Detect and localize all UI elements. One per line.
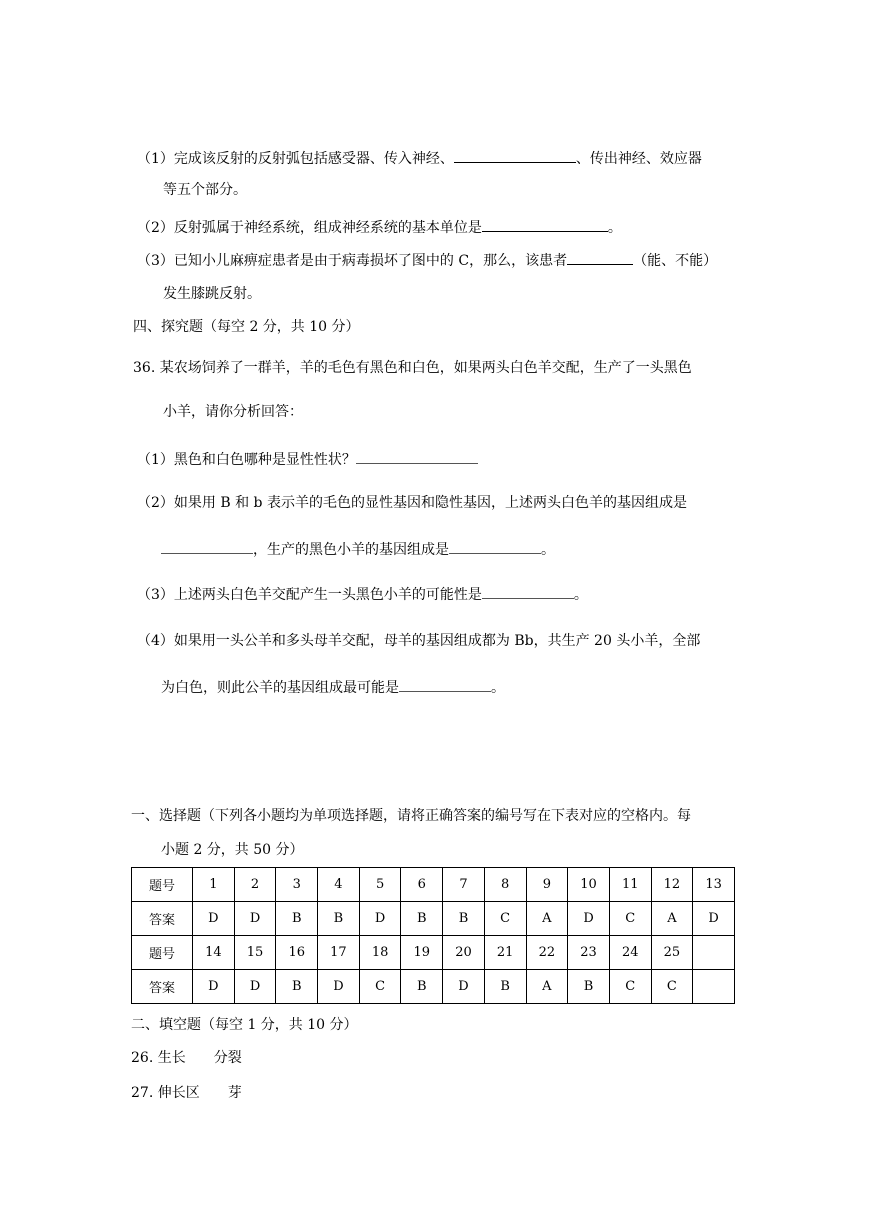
question-number-cell: 5: [359, 868, 401, 902]
question-number-cell: 11: [609, 868, 651, 902]
q36-sub3-text-b: 。: [573, 587, 588, 603]
answer-cell: C: [651, 970, 693, 1004]
question-number-cell: 18: [359, 936, 401, 970]
question-number-cell: 19: [401, 936, 443, 970]
q35-part2-blank[interactable]: [482, 215, 608, 232]
answer-cell: [693, 970, 735, 1004]
answer-cell: D: [443, 970, 485, 1004]
q35-part1-text-a: （1）完成该反射的反射弧包括感受器、传入神经、: [137, 151, 454, 167]
answer-cell: D: [693, 902, 735, 936]
answer-cell: C: [609, 902, 651, 936]
q35-part1-line: [137, 146, 702, 169]
question-number-cell: 17: [318, 936, 360, 970]
answer-cell: B: [276, 970, 318, 1004]
q36-sub3-line: [137, 584, 588, 605]
question-number-cell: 22: [526, 936, 568, 970]
answer-cell: B: [568, 970, 610, 1004]
q35-part1-continuation: 等五个部分。: [163, 182, 247, 198]
answer-cell: A: [651, 902, 693, 936]
question-number-cell: 4: [318, 868, 360, 902]
q36-sub3-text-a: （3）上述两头白色羊交配产生一头黑色小羊的可能性是: [137, 587, 482, 603]
q35-part3-blank[interactable]: [567, 248, 633, 265]
q36-sub2-continuation: [161, 539, 555, 560]
question-number-cell: 10: [568, 868, 610, 902]
row-label-number: 题号: [132, 868, 193, 902]
q36-sub1-text: （1）黑色和白色哪种是显性性状？: [137, 452, 356, 468]
question-number-cell: [693, 936, 735, 970]
question-number-cell: 9: [526, 868, 568, 902]
q36-sub1-blank[interactable]: [356, 449, 478, 464]
question-number-cell: 2: [234, 868, 276, 902]
answer-section1-title-line1: 一、选择题（下列各小题均为单项选择题，请将正确答案的编号写在下表对应的空格内。每: [131, 808, 691, 824]
answer-cell: D: [318, 970, 360, 1004]
question-number-cell: 3: [276, 868, 318, 902]
q36-sub2-text-b: ，生产的黑色小羊的基因组成是: [253, 542, 449, 558]
answer-cell: A: [526, 970, 568, 1004]
answer-cell: A: [526, 902, 568, 936]
answer-table: [131, 867, 735, 1004]
row-label-number: 题号: [132, 936, 193, 970]
section4-title: 四、探究题（每空 2 分，共 10 分）: [133, 319, 360, 335]
q35-part2-text-b: 。: [607, 220, 622, 236]
answer-table-row-numbers-1: [132, 868, 735, 902]
q36-sub4-line: （4）如果用一头公羊和多头母羊交配，母羊的基因组成都为 Bb，共生产 20 头小羊，全部: [137, 633, 701, 649]
answer-cell: C: [609, 970, 651, 1004]
q35-part2-line: [137, 215, 622, 238]
q35-part3-continuation: 发生膝跳反射。: [163, 286, 261, 302]
q35-part3-text-a: （3）已知小儿麻痹症患者是由于病毒损坏了图中的 C，那么，该患者: [137, 253, 568, 269]
q35-part1-blank[interactable]: [454, 146, 576, 163]
question-number-cell: 20: [443, 936, 485, 970]
answer-section2-title: 二、填空题（每空 1 分，共 10 分）: [131, 1017, 358, 1033]
question-number-cell: 21: [484, 936, 526, 970]
answer-cell: D: [568, 902, 610, 936]
answer-cell: B: [401, 970, 443, 1004]
question-number-cell: 16: [276, 936, 318, 970]
q35-part3-line: [137, 248, 717, 271]
question-number-cell: 23: [568, 936, 610, 970]
row-label-answer: 答案: [132, 902, 193, 936]
q35-part2-text-a: （2）反射弧属于神经系统，组成神经系统的基本单位是: [137, 220, 482, 236]
answer-cell: B: [276, 902, 318, 936]
question-number-cell: 7: [443, 868, 485, 902]
q36-sub4-text-b: 为白色，则此公羊的基因组成最可能是: [161, 680, 399, 696]
answer-section1-title-line2: 小题 2 分，共 50 分）: [161, 842, 304, 858]
answer-cell: B: [484, 970, 526, 1004]
q36-sub2-text-c: 。: [541, 542, 555, 558]
answer-cell: B: [443, 902, 485, 936]
q36-sub4-blank[interactable]: [399, 677, 491, 692]
q36-sub2-line: （2）如果用 B 和 b 表示羊的毛色的显性基因和隐性基因，上述两头白色羊的基因组成是: [137, 495, 687, 511]
answer-cell: D: [193, 970, 235, 1004]
question-number-cell: 24: [609, 936, 651, 970]
question-number-cell: 25: [651, 936, 693, 970]
answer-cell: C: [359, 970, 401, 1004]
answer-27: 27. 伸长区 芽: [131, 1085, 242, 1101]
q36-sub1-line: [137, 449, 478, 470]
q36-sub4-continuation: [161, 677, 505, 698]
answer-cell: B: [318, 902, 360, 936]
answer-26: 26. 生长 分裂: [131, 1050, 242, 1066]
question-number-cell: 12: [651, 868, 693, 902]
q36-sub2-blank-1[interactable]: [161, 539, 253, 554]
question-number-cell: 1: [193, 868, 235, 902]
question-number-cell: 15: [234, 936, 276, 970]
answer-cell: C: [484, 902, 526, 936]
answer-cell: D: [234, 970, 276, 1004]
answer-cell: D: [234, 902, 276, 936]
answer-cell: B: [401, 902, 443, 936]
row-label-answer: 答案: [132, 970, 193, 1004]
answer-table-row-numbers-2: [132, 936, 735, 970]
answer-cell: D: [193, 902, 235, 936]
q36-stem-line1: 36. 某农场饲养了一群羊，羊的毛色有黑色和白色，如果两头白色羊交配，生产了一头黑色: [133, 360, 692, 376]
question-number-cell: 13: [693, 868, 735, 902]
q36-sub2-blank-2[interactable]: [449, 539, 541, 554]
q36-sub4-text-c: 。: [491, 680, 505, 696]
q36-sub3-blank[interactable]: [482, 584, 574, 599]
answer-cell: D: [359, 902, 401, 936]
q36-stem-line2: 小羊，请你分析回答：: [163, 404, 303, 420]
question-number-cell: 14: [193, 936, 235, 970]
question-number-cell: 8: [484, 868, 526, 902]
answer-table-row-answers-2: [132, 970, 735, 1004]
q35-part1-text-b: 、传出神经、效应器: [575, 151, 702, 167]
q35-part3-text-b: （能、不能）: [633, 253, 718, 269]
question-number-cell: 6: [401, 868, 443, 902]
answer-table-row-answers-1: [132, 902, 735, 936]
